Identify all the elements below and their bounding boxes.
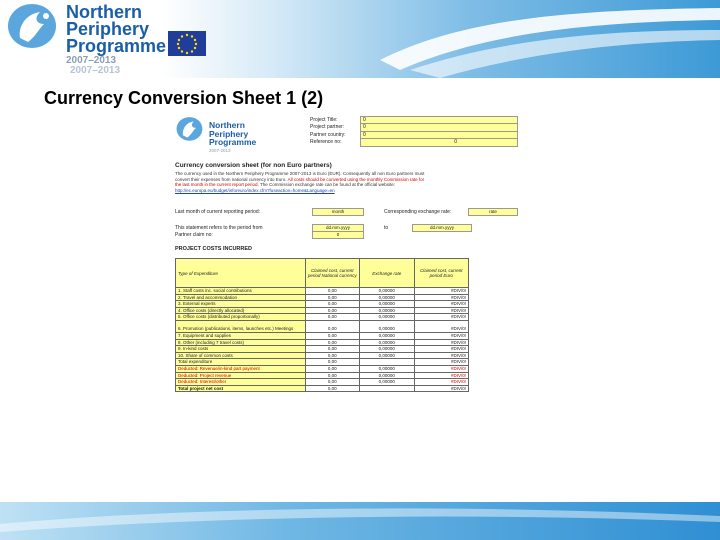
period-label: This statement refers to the period from [175, 225, 263, 231]
rate-label: Corresponding exchange rate: [384, 209, 452, 215]
para-line-3-b: . The Commission exchange rate can be found at the official website: [257, 182, 395, 187]
brand-name [66, 4, 166, 55]
euro-amount-cell: #DIV/0! [414, 332, 468, 339]
euro-amount-cell: #DIV/0! [414, 372, 468, 379]
brand-line-3: Programme [66, 36, 167, 56]
national-amount-cell[interactable]: 0,00 [305, 372, 359, 379]
national-amount-cell[interactable]: 0,00 [305, 359, 359, 366]
footer-swoosh-graphic [0, 502, 720, 540]
costs-table [175, 258, 469, 392]
exchange-rate-cell: 0,00000 [359, 372, 414, 379]
exchange-rate-cell: 0,00000 [359, 301, 414, 308]
table-row [176, 314, 469, 321]
currency-conversion-sheet [172, 112, 520, 504]
table-row [176, 365, 469, 372]
cost-type-cell: 1. Staff costs inc. social contributions [176, 288, 306, 295]
national-amount-cell[interactable]: 0,00 [305, 346, 359, 353]
project-partner-value[interactable]: 0 [360, 123, 518, 132]
euro-amount-cell: #DIV/0! [414, 320, 468, 332]
national-amount-cell[interactable]: 0,00 [305, 314, 359, 321]
period-to-input[interactable]: dd.mm.yyyy [412, 224, 472, 232]
cost-type-cell: Deducted: Interest/other [176, 379, 306, 386]
para-line-1: The currency used in the Northern Periphery Programme 2007-2013 is Euro (EUR). Consequently all non Euro partners must [175, 171, 425, 176]
exchange-rate-cell: 0,00000 [359, 346, 414, 353]
sheet-years: 2007-2013 [209, 148, 231, 153]
cost-type-cell: 3. External experts [176, 301, 306, 308]
national-amount-cell[interactable]: 0,00 [305, 365, 359, 372]
euro-amount-cell: #DIV/0! [414, 365, 468, 372]
national-amount-cell[interactable]: 0,00 [305, 301, 359, 308]
cost-type-cell: Total project net cost [176, 385, 306, 392]
table-row [176, 352, 469, 359]
exchange-rate-input[interactable]: rate [468, 208, 518, 216]
sheet-heading: Currency conversion sheet (for non Euro partners) [175, 162, 332, 169]
brand-years [66, 56, 120, 76]
header-banner [0, 0, 720, 78]
slide-title: Currency Conversion Sheet 1 (2) [44, 88, 324, 108]
para-line-2-b: All costs should be converted using the monthly Commission rate for [287, 176, 425, 182]
exchange-rate-cell [359, 359, 414, 366]
cost-type-cell: 9. In-kind costs [176, 346, 306, 353]
cost-type-cell: 5. Office costs (distributed proportionally) [176, 314, 306, 321]
footer-band [0, 502, 720, 540]
euro-amount-cell: #DIV/0! [414, 314, 468, 321]
sheet-brand-line-3: Programme [209, 137, 257, 147]
exchange-rate-cell: 0,00000 [359, 307, 414, 314]
exchange-rate-cell: 0,00000 [359, 332, 414, 339]
national-amount-cell[interactable]: 0,00 [305, 332, 359, 339]
cost-type-cell: Total expenditure [176, 359, 306, 366]
brand-line-1: Northern [66, 2, 142, 22]
project-info-label: Partner country: [310, 131, 346, 138]
exchange-rate-cell: 0,00000 [359, 379, 414, 386]
cost-type-cell: 8. Other (including 7 travel costs) [176, 339, 306, 346]
euro-amount-cell: #DIV/0! [414, 385, 468, 392]
exchange-rate-cell: 0,00000 [359, 314, 414, 321]
cost-type-cell: Deducted: Project revenue [176, 372, 306, 379]
cost-type-cell: Deducted: Revenue/in-kind part payment [176, 365, 306, 372]
cost-type-cell: 10. Share of common costs [176, 352, 306, 359]
exchange-rate-cell [359, 385, 414, 392]
national-amount-cell[interactable]: 0,00 [305, 385, 359, 392]
exchange-rate-cell: 0,00000 [359, 288, 414, 295]
period-to-label: to [384, 225, 389, 231]
col-claimed: Claimed cost, current period National currency [305, 259, 359, 288]
claim-no-input[interactable]: 0 [312, 231, 364, 239]
col-rate: Exchange rate [359, 259, 414, 288]
table-row [176, 359, 469, 366]
euro-amount-cell: #DIV/0! [414, 307, 468, 314]
exchange-rate-cell: 0,00000 [359, 294, 414, 301]
euro-amount-cell: #DIV/0! [414, 301, 468, 308]
project-info-label: Project Title: [310, 116, 338, 123]
table-row [176, 307, 469, 314]
table-row [176, 301, 469, 308]
national-amount-cell[interactable]: 0,00 [305, 294, 359, 301]
cost-type-cell: 7. Equipment and supplies [176, 332, 306, 339]
euro-amount-cell: #DIV/0! [414, 339, 468, 346]
national-amount-cell[interactable]: 0,00 [305, 320, 359, 332]
euro-amount-cell: #DIV/0! [414, 346, 468, 353]
col-type: Type of Expenditure [176, 259, 306, 288]
header-swoosh-graphic [380, 0, 720, 78]
cost-type-cell: 6. Promotion (publications, items, launches etc.) Meetings [176, 320, 306, 332]
para-line-2-a: convert their expenses from national currency into Euro. [175, 176, 288, 182]
period-from-input[interactable]: dd.mm.yyyy [312, 224, 364, 232]
partner-country-value[interactable]: 0 [360, 131, 518, 140]
brand-line-2: Periphery [66, 19, 150, 39]
table-row [176, 294, 469, 301]
sheet-brand-name [209, 121, 256, 147]
cost-type-cell: 4. Office costs (directly allocated) [176, 307, 306, 314]
col-converted: Claimed cost, current period Euro [414, 259, 468, 288]
claim-label: Partner claim no: [175, 232, 213, 238]
euro-amount-cell: #DIV/0! [414, 294, 468, 301]
table-row [176, 379, 469, 386]
project-title-value[interactable]: 0 [360, 116, 518, 125]
cost-type-cell: 2. Travel and accommodation [176, 294, 306, 301]
table-row [176, 385, 469, 392]
costs-header-row [176, 259, 469, 288]
table-row [176, 346, 469, 353]
exchange-rate-cell: 0,00000 [359, 320, 414, 332]
instructions-paragraph [175, 171, 515, 193]
sheet-brand-line-2: Periphery [209, 128, 249, 139]
exchange-rate-cell: 0,00000 [359, 352, 414, 359]
reference-no-value[interactable]: 0 [360, 138, 518, 147]
logo-emblem-icon [6, 2, 60, 54]
sheet-logo [175, 116, 255, 154]
costs-body [176, 288, 469, 392]
project-info-row [310, 139, 518, 147]
table-row [176, 288, 469, 295]
costs-title: PROJECT COSTS INCURRED [175, 246, 253, 252]
years-back: 2007–2013 [70, 65, 121, 76]
national-amount-cell[interactable]: 0,00 [305, 288, 359, 295]
eu-flag-icon [168, 31, 206, 56]
euro-amount-cell: #DIV/0! [414, 352, 468, 359]
project-info-label: Project partner: [310, 124, 345, 131]
table-row [176, 339, 469, 346]
euro-amount-cell: #DIV/0! [414, 359, 468, 366]
euro-amount-cell: #DIV/0! [414, 379, 468, 386]
inforeuro-link[interactable]: http://ec.europa.eu/budget/inforeuro/index.cfm?fuseaction=home&Language=en [175, 187, 335, 193]
project-info-label: Reference no: [310, 139, 342, 146]
table-row [176, 332, 469, 339]
national-amount-cell[interactable]: 0,00 [305, 307, 359, 314]
last-month-input[interactable]: month [312, 208, 364, 216]
sheet-brand-line-1: Northern [209, 120, 245, 130]
national-amount-cell[interactable]: 0,00 [305, 379, 359, 386]
euro-amount-cell: #DIV/0! [414, 288, 468, 295]
para-line-3-a: the last month in the current report period [175, 182, 258, 187]
exchange-rate-cell: 0,00000 [359, 365, 414, 372]
national-amount-cell[interactable]: 0,00 [305, 339, 359, 346]
exchange-rate-cell: 0,00000 [359, 339, 414, 346]
sheet-logo-emblem-icon [175, 116, 205, 144]
table-row [176, 320, 469, 332]
project-info [310, 116, 518, 146]
national-amount-cell[interactable]: 0,00 [305, 352, 359, 359]
last-month-label: Last month of current reporting period: [175, 209, 261, 215]
years-front: 2007–2013 [66, 55, 117, 66]
table-row [176, 372, 469, 379]
